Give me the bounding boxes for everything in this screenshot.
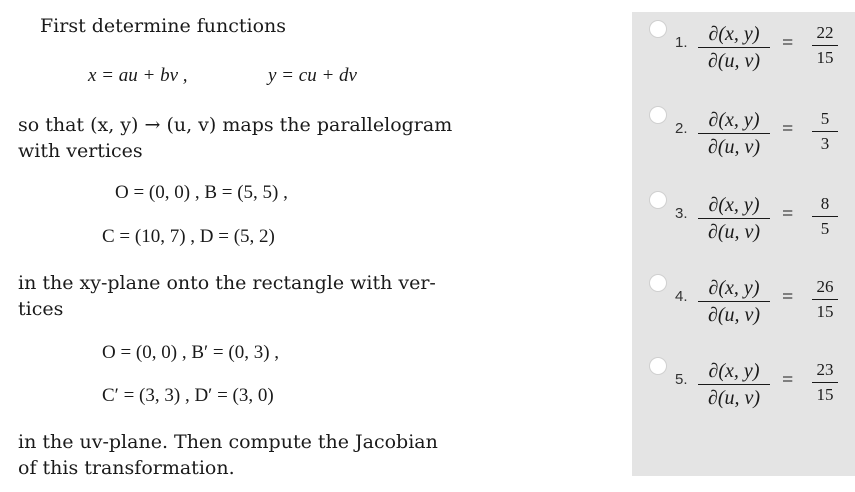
radio-button[interactable]: [649, 106, 667, 124]
value-fraction: [812, 193, 838, 240]
jacobian-numerator: ∂(x, y): [708, 109, 760, 131]
fraction-bar: [812, 299, 838, 300]
equals-sign: =: [782, 118, 794, 140]
jacobian-denominator: ∂(u, v): [707, 304, 761, 326]
fraction-bar: [698, 301, 770, 302]
jacobian-numerator: ∂(x, y): [708, 194, 760, 216]
jacobian-numerator: ∂(x, y): [708, 23, 760, 45]
answer-option-3[interactable]: [632, 185, 855, 257]
answer-option-5[interactable]: [632, 351, 855, 423]
fraction-bar: [812, 131, 838, 132]
option-number: 2.: [675, 120, 688, 137]
option-number: 3.: [675, 205, 688, 222]
value-fraction: [812, 108, 838, 155]
jacobian-denominator: ∂(u, v): [707, 221, 761, 243]
radio-button[interactable]: [649, 274, 667, 292]
value-denominator: 15: [816, 48, 834, 67]
answer-option-1[interactable]: [632, 14, 855, 86]
mapping-text-cont: with vertices: [18, 140, 143, 162]
fraction-bar: [698, 47, 770, 48]
jacobian-fraction: [698, 108, 770, 159]
vertices-xy-2: C = (10, 7) , D = (5, 2): [102, 226, 275, 247]
value-numerator: 26: [816, 277, 834, 296]
equals-sign: =: [782, 32, 794, 54]
jacobian-denominator: ∂(u, v): [707, 50, 761, 72]
equals-sign: =: [782, 286, 794, 308]
value-fraction: [812, 22, 838, 69]
option-number: 1.: [675, 34, 688, 51]
value-fraction: [812, 276, 838, 323]
option-number: 4.: [675, 288, 688, 305]
fraction-bar: [698, 384, 770, 385]
jacobian-denominator: ∂(u, v): [707, 136, 761, 158]
fraction-bar: [812, 216, 838, 217]
value-numerator: 5: [820, 109, 830, 128]
answer-option-4[interactable]: [632, 268, 855, 340]
equation-y: y = cu + dv: [268, 65, 357, 86]
fraction-bar: [698, 218, 770, 219]
radio-button[interactable]: [649, 191, 667, 209]
answer-option-2[interactable]: [632, 100, 855, 172]
vertices-xy-1: O = (0, 0) , B = (5, 5) ,: [115, 182, 288, 203]
vertices-uv-1: O = (0, 0) , B′ = (0, 3) ,: [102, 342, 280, 363]
value-numerator: 8: [820, 194, 830, 213]
value-denominator: 15: [816, 385, 834, 404]
jacobian-fraction: [698, 22, 770, 73]
value-denominator: 15: [816, 302, 834, 321]
equals-sign: =: [782, 203, 794, 225]
jacobian-text: in the uv-plane. Then compute the Jacobian: [18, 431, 438, 453]
jacobian-numerator: ∂(x, y): [708, 360, 760, 382]
fraction-bar: [812, 382, 838, 383]
value-denominator: 5: [820, 219, 830, 238]
answer-options-panel: [632, 12, 855, 476]
fraction-bar: [698, 133, 770, 134]
radio-button[interactable]: [649, 357, 667, 375]
intro-text: First determine functions: [40, 15, 287, 37]
value-fraction: [812, 359, 838, 406]
option-number: 5.: [675, 371, 688, 388]
jacobian-denominator: ∂(u, v): [707, 387, 761, 409]
rectangle-text: in the xy-plane onto the rectangle with ver-: [18, 272, 436, 294]
mapping-text: so that (x, y) → (u, v) maps the parallelogram: [18, 114, 453, 136]
equals-sign: =: [782, 369, 794, 391]
value-numerator: 22: [816, 23, 834, 42]
jacobian-fraction: [698, 193, 770, 244]
vertices-uv-2: C′ = (3, 3) , D′ = (3, 0): [102, 385, 274, 406]
equation-x: x = au + bv ,: [88, 65, 188, 86]
rectangle-text-cont: tices: [18, 298, 64, 320]
jacobian-numerator: ∂(x, y): [708, 277, 760, 299]
value-denominator: 3: [820, 134, 830, 153]
value-numerator: 23: [816, 360, 834, 379]
jacobian-fraction: [698, 276, 770, 327]
jacobian-fraction: [698, 359, 770, 410]
fraction-bar: [812, 45, 838, 46]
radio-button[interactable]: [649, 20, 667, 38]
jacobian-text-cont: of this transformation.: [18, 457, 235, 479]
